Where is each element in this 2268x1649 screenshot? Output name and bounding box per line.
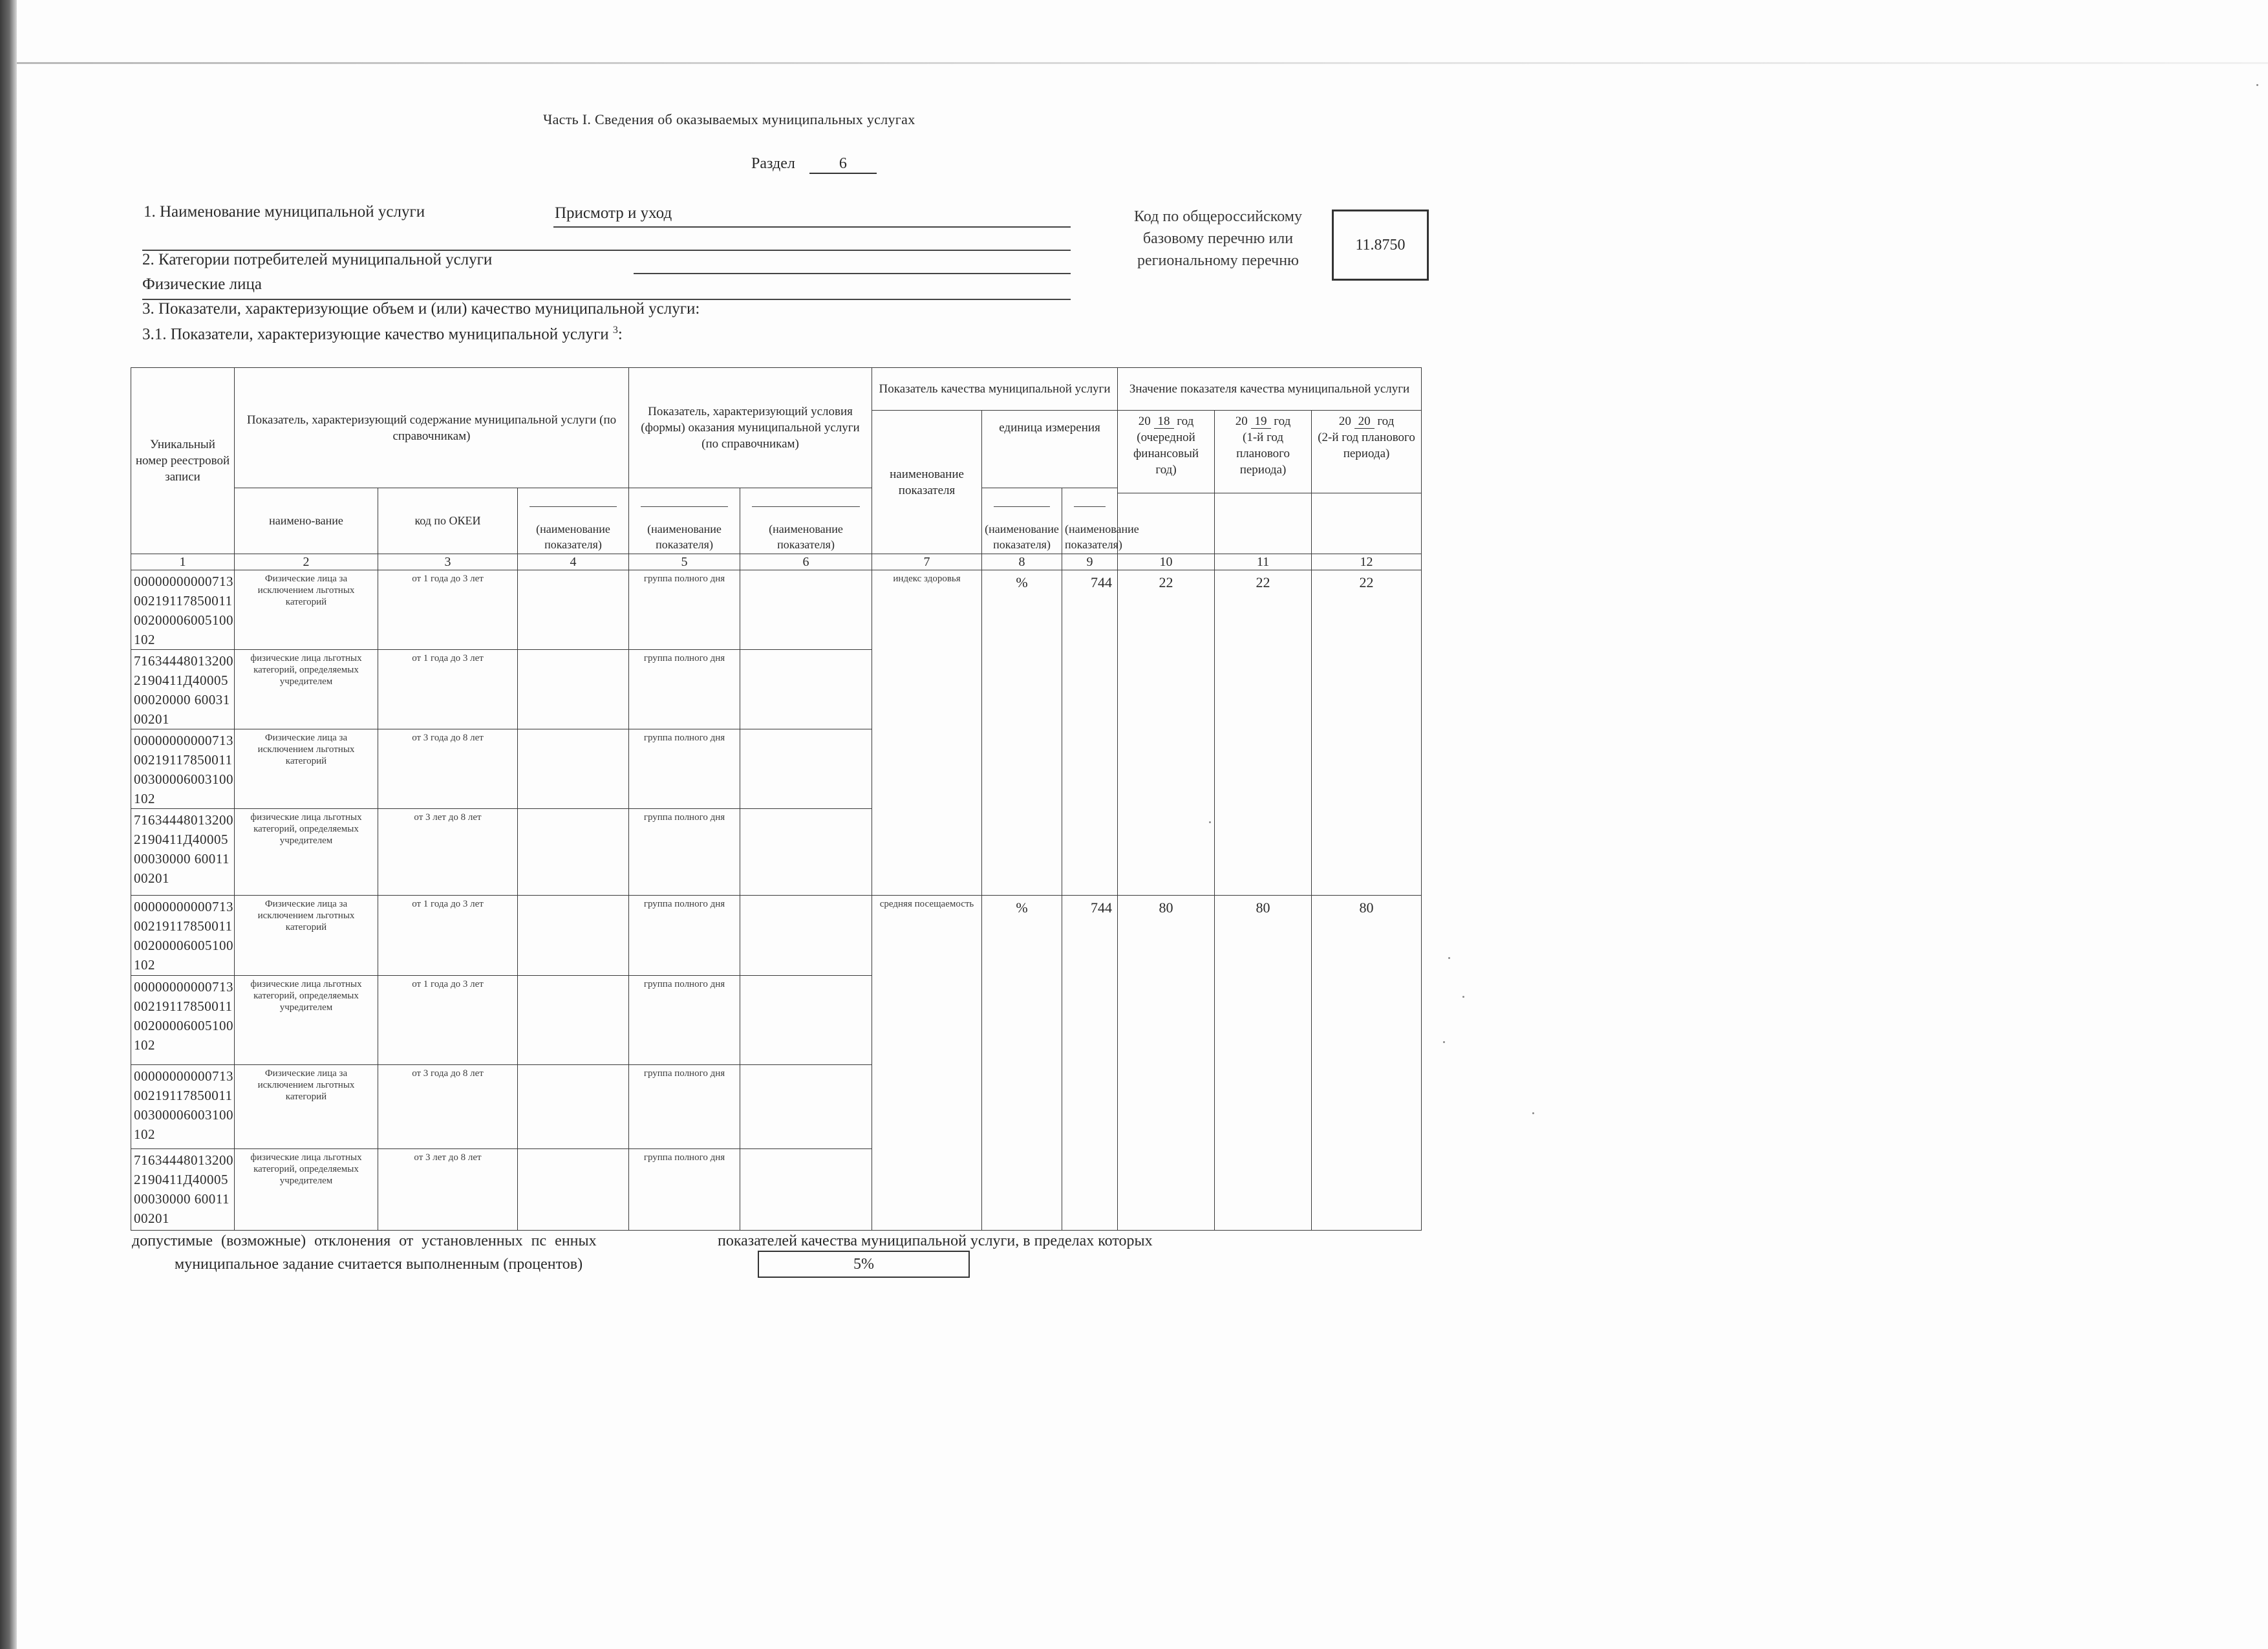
header-sub-6-bar — [1074, 506, 1106, 507]
col-num-3: 3 — [378, 554, 518, 570]
age-group: от 3 лет до 8 лет — [378, 809, 518, 896]
consumers-label: 2. Категории потребителей муниципальной услуги — [142, 251, 493, 268]
header-sub-4-text: (наименование показателя) — [769, 523, 843, 551]
service-form: группа полного дня — [629, 809, 740, 896]
service-form: группа полного дня — [629, 570, 740, 650]
header-sub-5 — [982, 488, 1062, 554]
col-num-10: 10 — [1118, 554, 1215, 570]
year-3-desc: (2-й год планового периода) — [1318, 431, 1415, 460]
header-sub-5-bar — [994, 506, 1050, 507]
header-empty-11 — [1215, 493, 1312, 554]
empty-indicator-6 — [740, 729, 872, 809]
age-group: от 3 года до 8 лет — [378, 729, 518, 809]
service-form: группа полного дня — [629, 1149, 740, 1231]
registry-number: 716344480132002190411Д4000500030000 6001100201 — [131, 809, 235, 896]
consumers-underline — [634, 273, 1071, 274]
section-line — [751, 155, 877, 174]
header-indicator-name: наименование показателя — [872, 411, 982, 554]
quality-unit: % — [982, 570, 1062, 896]
empty-indicator-6 — [740, 1065, 872, 1149]
year-1-desc: (очередной финансовый год) — [1133, 431, 1199, 477]
code-label: Код по общероссийскому базовому перечню или региональному перечню — [1134, 208, 1302, 269]
column-numbers-row — [131, 554, 1422, 570]
quality-heading-tail: : — [617, 325, 623, 343]
empty-indicator-6 — [740, 809, 872, 896]
quality-okei: 744 — [1062, 570, 1118, 896]
quality-indicators-table — [131, 367, 1422, 1231]
scan-speck — [2256, 84, 2258, 86]
quality-okei: 744 — [1062, 896, 1118, 1231]
consumer-category: Физические лица за исключением льготных категорий — [235, 729, 378, 809]
header-sub-2-text: (наименование показателя) — [536, 523, 610, 551]
registry-number: 000000000007130021911785001100300006003100102 — [131, 1065, 235, 1149]
age-group: от 1 года до 3 лет — [378, 976, 518, 1065]
header-sub-4-bar — [752, 506, 860, 507]
table-row — [131, 896, 1422, 976]
empty-indicator-4 — [518, 729, 629, 809]
year-3-prefix: 20 — [1338, 415, 1351, 428]
header-unit-name: наимено-вание — [235, 488, 378, 554]
col-num-9: 9 — [1062, 554, 1118, 570]
scan-top-line — [17, 62, 2268, 64]
service-name-label: 1. Наименование муниципальной услуги — [144, 203, 425, 221]
indicators-heading: 3. Показатели, характеризующие объем и (или) качество муниципальной услуги: — [142, 300, 700, 318]
service-form: группа полного дня — [629, 896, 740, 976]
header-sub-6-text: (наименование показателя) — [1065, 523, 1139, 551]
year-2-value: 19 — [1251, 415, 1271, 429]
consumers-value: Физические лица — [142, 275, 262, 293]
header-sub-3 — [629, 488, 740, 554]
empty-indicator-6 — [740, 570, 872, 650]
col-num-2: 2 — [235, 554, 378, 570]
service-form: группа полного дня — [629, 729, 740, 809]
consumer-category: физические лица льготных категорий, определяемых учредителем — [235, 650, 378, 729]
empty-indicator-4 — [518, 1065, 629, 1149]
registry-number: 000000000007130021911785001100200006005100102 — [131, 570, 235, 650]
year-3-suffix: год — [1377, 415, 1395, 428]
consumer-category: физические лица льготных категорий, определяемых учредителем — [235, 809, 378, 896]
header-sub-6 — [1062, 488, 1139, 554]
header-condition-indicator: Показатель, характеризующий условия (формы) оказания муниципальной услуги (по справочникам) — [629, 368, 872, 488]
empty-indicator-4 — [518, 809, 629, 896]
quality-value-2019: 80 — [1215, 896, 1312, 1231]
scan-speck — [1532, 1112, 1534, 1114]
age-group: от 1 года до 3 лет — [378, 896, 518, 976]
year-2-prefix: 20 — [1235, 415, 1248, 428]
scan-speck — [1209, 821, 1211, 823]
col-num-4: 4 — [518, 554, 629, 570]
quality-value-2018: 22 — [1118, 570, 1215, 896]
consumer-category: физические лица льготных категорий, определяемых учредителем — [235, 1149, 378, 1231]
col-num-7: 7 — [872, 554, 982, 570]
empty-indicator-6 — [740, 896, 872, 976]
consumer-category: физические лица льготных категорий, определяемых учредителем — [235, 976, 378, 1065]
empty-indicator-6 — [740, 976, 872, 1065]
header-sub-5-text: (наименование показателя) — [985, 523, 1059, 551]
year-2-desc: (1-й год планового периода) — [1236, 431, 1290, 477]
deviation-value-box: 5% — [758, 1251, 970, 1278]
header-okei-code: код по ОКЕИ — [378, 488, 518, 554]
age-group: от 3 лет до 8 лет — [378, 1149, 518, 1231]
deviation-text-3: муниципальное задание считается выполненным (процентов) — [175, 1256, 583, 1273]
year-1-value: 18 — [1154, 415, 1174, 429]
service-form: группа полного дня — [629, 976, 740, 1065]
service-name-value: Присмотр и уход — [555, 204, 672, 222]
registry-number: 716344480132002190411Д4000500020000 6003100201 — [131, 650, 235, 729]
consumer-category: Физические лица за исключением льготных категорий — [235, 570, 378, 650]
empty-indicator-4 — [518, 570, 629, 650]
quality-indicator-name: средняя посещаемость — [872, 896, 982, 1231]
empty-indicator-4 — [518, 896, 629, 976]
header-year-3 — [1312, 411, 1422, 493]
header-quality-indicator: Показатель качества муниципальной услуги — [872, 368, 1118, 411]
registry-number: 000000000007130021911785001100200006005100102 — [131, 976, 235, 1065]
registry-number: 000000000007130021911785001100200006005100102 — [131, 896, 235, 976]
quality-indicator-name: индекс здоровья — [872, 570, 982, 896]
scan-speck — [1448, 957, 1450, 959]
col-num-8: 8 — [982, 554, 1062, 570]
section-number: 6 — [809, 155, 877, 174]
scan-speck — [1443, 1041, 1445, 1043]
col-num-1: 1 — [131, 554, 235, 570]
header-sub-2 — [518, 488, 629, 554]
col-num-5: 5 — [629, 554, 740, 570]
header-year-1 — [1118, 411, 1215, 493]
quality-value-2020: 22 — [1312, 570, 1422, 896]
empty-indicator-6 — [740, 1149, 872, 1231]
service-name-underline — [553, 226, 1071, 228]
header-quality-value: Значение показателя качества муниципальной услуги — [1118, 368, 1422, 411]
quality-value-2018: 80 — [1118, 896, 1215, 1231]
code-value-box: 11.8750 — [1332, 210, 1429, 281]
header-content-indicator: Показатель, характеризующий содержание муниципальной услуги (по справочникам) — [235, 368, 629, 488]
deviation-text-2: показателей качества муниципальной услуги, в пределах которых — [718, 1233, 1153, 1249]
quality-value-2019: 22 — [1215, 570, 1312, 896]
year-2-suffix: год — [1274, 415, 1291, 428]
empty-indicator-4 — [518, 976, 629, 1065]
quality-heading — [142, 325, 623, 343]
service-form: группа полного дня — [629, 1065, 740, 1149]
quality-heading-text: 3.1. Показатели, характеризующие качество муниципальной услуги — [142, 325, 609, 343]
col-num-6: 6 — [740, 554, 872, 570]
section-label: Раздел — [751, 155, 795, 172]
year-1-suffix: год — [1177, 415, 1194, 428]
header-year-2 — [1215, 411, 1312, 493]
empty-indicator-6 — [740, 650, 872, 729]
registry-number: 716344480132002190411Д4000500030000 6001100201 — [131, 1149, 235, 1231]
year-3-value: 20 — [1354, 415, 1375, 429]
quality-value-2020: 80 — [1312, 896, 1422, 1231]
col-num-11: 11 — [1215, 554, 1312, 570]
header-sub-2-bar — [530, 506, 617, 507]
header-sub-4 — [740, 488, 872, 554]
header-unit: единица измерения — [982, 411, 1118, 488]
header-empty-12 — [1312, 493, 1422, 554]
empty-indicator-4 — [518, 1149, 629, 1231]
scan-edge-shadow — [0, 0, 17, 1649]
consumer-category: Физические лица за исключением льготных категорий — [235, 896, 378, 976]
consumer-category: Физические лица за исключением льготных категорий — [235, 1065, 378, 1149]
header-unique-number: Уникальный номер реестровой записи — [131, 368, 235, 554]
age-group: от 1 года до 3 лет — [378, 650, 518, 729]
scan-speck — [1462, 996, 1464, 998]
quality-unit: % — [982, 896, 1062, 1231]
header-sub-3-text: (наименование показателя) — [647, 523, 722, 551]
registry-number: 000000000007130021911785001100300006003100102 — [131, 729, 235, 809]
quality-footnote: 3 — [612, 325, 618, 336]
part-title: Часть I. Сведения об оказываемых муниципальных услугах — [543, 111, 915, 127]
year-1-prefix: 20 — [1138, 415, 1151, 428]
table-row — [131, 570, 1422, 650]
deviation-text-1: допустимые (возможные) отклонения от установленных пс енных — [132, 1233, 597, 1249]
header-sub-3-bar — [641, 506, 728, 507]
age-group: от 3 года до 8 лет — [378, 1065, 518, 1149]
col-num-12: 12 — [1312, 554, 1422, 570]
service-form: группа полного дня — [629, 650, 740, 729]
age-group: от 1 года до 3 лет — [378, 570, 518, 650]
empty-indicator-4 — [518, 650, 629, 729]
